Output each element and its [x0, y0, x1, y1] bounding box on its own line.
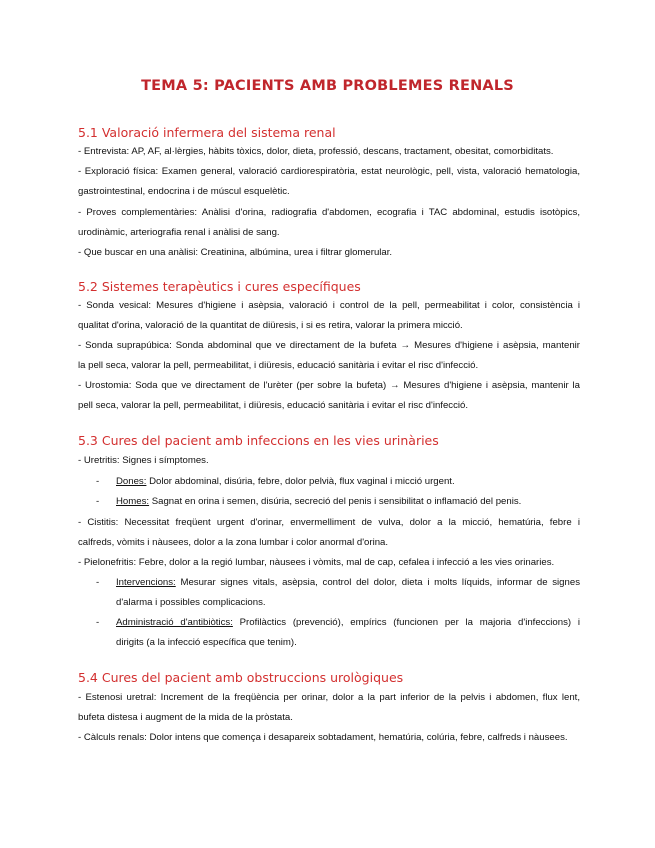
text-line: - Càlculs renals: Dolor intens que comença i desapareix sobtadament, hematúria, colúria, febre, calfreds i nàusees.: [78, 732, 568, 743]
text-line: - Sonda vesical: Mesures d'higiene i asèpsia, valoració i control de la pell, permeabilitat i color, consistència i: [78, 300, 580, 311]
homes-label: Homes:: [116, 496, 150, 507]
text-line: - Exploració física: Examen general, valoració cardiorespiratòria, estat neurològic, pell, vista, valoració hematologia,: [78, 166, 580, 177]
list-bullet: -: [96, 577, 100, 588]
list-item-intervencions: [116, 577, 580, 589]
text-line: qualitat d'orina, valoració de la quantitat de diüresis, i si es retira, valorar la primera micció.: [78, 320, 463, 331]
text-line: calfreds, vòmits i nàusees, dolor a la zona lumbar i color anormal d'orina.: [78, 537, 389, 548]
section-heading-5-1: 5.1 Valoració infermera del sistema renal: [78, 125, 336, 140]
text-line: - Pielonefritis: Febre, dolor a la regió lumbar, nàusees i vòmits, mal de cap, cefalea i infecció a les vies orinaries.: [78, 557, 555, 568]
list-bullet: -: [96, 496, 100, 507]
text-line: - Uretritis: Signes i símptomes.: [78, 455, 209, 466]
list-bullet: -: [96, 476, 100, 487]
intervencions-label: Intervencions:: [116, 577, 176, 588]
section-heading-5-4: 5.4 Cures del pacient amb obstruccions urològiques: [78, 670, 404, 685]
list-item-antibiotics: [116, 617, 580, 629]
text-line: - Entrevista: AP, AF, al·lèrgies, hàbits tòxics, dolor, dieta, professió, descans, tractament, obesitat, comorbiditats.: [78, 146, 554, 157]
text-line: d'alarma i possibles complicacions.: [116, 597, 266, 608]
page-title: TEMA 5: PACIENTS AMB PROBLEMES RENALS: [141, 78, 514, 94]
list-item-dones: [116, 476, 580, 488]
section-heading-5-2: 5.2 Sistemes terapèutics i cures específiques: [78, 279, 361, 294]
antibiotics-label: Administració d'antibiòtics:: [116, 617, 233, 628]
text-line: - Proves complementàries: Anàlisi d'orina, radiografia d'abdomen, ecografia i TAC abdominal, estudis isotòpics,: [78, 207, 580, 218]
text-line: gastrointestinal, endocrina i de múscul esquelètic.: [78, 186, 290, 197]
list-item-homes: [116, 496, 580, 508]
text-line: la pell seca, valorar la pell, permeabilitat, i diüresis, educació sanitària i evitar el risc d'infecció.: [78, 360, 479, 371]
text-line: - Cistitis: Necessitat freqüent urgent d'orinar, envermelliment de vulva, dolor a la micció, hematúria, febre i: [78, 517, 580, 528]
homes-text: Sagnat en orina i semen, disúria, secreció del penis i sensibilitat o inflamació del penis.: [149, 496, 522, 507]
text-line: bufeta distesa i augment de la mida de la pròstata.: [78, 712, 293, 723]
text-line: - Estenosi uretral: Increment de la freqüència per orinar, dolor a la part inferior de la pelvis i abdomen, flux lent,: [78, 692, 580, 703]
text-line: urodinàmic, arteriografia renal i anàlisi de sang.: [78, 227, 280, 238]
list-bullet: -: [96, 617, 100, 628]
dones-label: Dones:: [116, 476, 147, 487]
text-line: - Urostomia: Soda que ve directament de l'urèter (per sobre la bufeta) → Mesures d'higiene i asèpsia, mantenir la: [78, 380, 580, 391]
text-line: - Que buscar en una anàlisi: Creatinina, albúmina, urea i filtrar glomerular.: [78, 247, 393, 258]
dones-text: Dolor abdominal, disúria, febre, dolor pelvià, flux vaginal i micció urgent.: [146, 476, 455, 487]
text-line: - Sonda suprapúbica: Sonda abdominal que ve directament de la bufeta → Mesures d'higiene i asèpsia, mantenir: [78, 340, 580, 351]
intervencions-text: Mesurar signes vitals, asèpsia, control del dolor, dieta i molts líquids, informar de signes: [175, 577, 580, 588]
text-line: pell seca, valorar la pell, permeabilitat, i diüresis, educació sanitària i evitar el risc d'infecció.: [78, 400, 469, 411]
text-line: dirigits (a la infecció específica que tenim).: [116, 637, 297, 648]
antibiotics-text: Profilàctics (prevenció), empírics (funcionen per la majoria d'infeccions) i: [232, 617, 580, 628]
section-heading-5-3: 5.3 Cures del pacient amb infeccions en les vies urinàries: [78, 433, 439, 448]
